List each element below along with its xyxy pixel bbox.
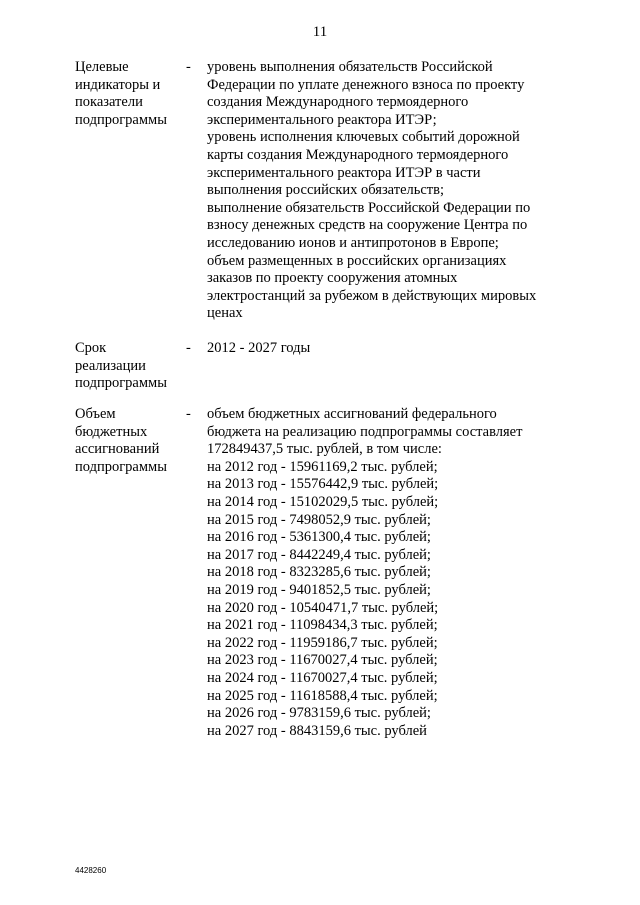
label-line: подпрограммы	[75, 111, 167, 128]
budget-year-line: на 2025 год - 11618588,4 тыс. рублей;	[207, 687, 438, 704]
budget-year-line: на 2020 год - 10540471,7 тыс. рублей;	[207, 599, 439, 616]
section-content	[207, 406, 567, 740]
content-line: исследованию ионов и антипротонов в Европе;	[207, 234, 499, 251]
content-line: объем бюджетных ассигнований федерального	[207, 406, 497, 422]
page-number: 11	[312, 24, 328, 40]
content-line: бюджета на реализацию подпрограммы составляет	[207, 423, 523, 440]
budget-year-line: на 2015 год - 7498052,9 тыс. рублей;	[207, 511, 431, 528]
budget-year-line: на 2021 год - 11098434,3 тыс. рублей;	[207, 617, 438, 634]
section-dash: -	[186, 340, 191, 356]
label-line: показатели	[75, 94, 143, 111]
budget-year-line: на 2027 год - 8843159,6 тыс. рублей	[207, 722, 427, 739]
budget-year-line: на 2019 год - 9401852,5 тыс. рублей;	[207, 581, 431, 598]
budget-year-line: на 2024 год - 11670027,4 тыс. рублей;	[207, 669, 438, 686]
content-line: объем размещенных в российских организациях	[207, 252, 507, 269]
label-line: подпрограммы	[75, 458, 167, 475]
label-line: ассигнований	[75, 441, 160, 458]
label-line: Объем	[75, 406, 116, 422]
label-line: Срок	[75, 340, 107, 356]
content-line: электростанций за рубежом в действующих мировых	[207, 287, 537, 304]
content-line: уровень исполнения ключевых событий дорожной	[207, 129, 520, 146]
label-line: подпрограммы	[75, 375, 167, 392]
section-label	[75, 59, 190, 129]
section-content	[207, 59, 567, 323]
content-line: выполнение обязательств Российской Федерации по	[207, 199, 531, 216]
content-line: ценах	[207, 305, 243, 322]
label-line: бюджетных	[75, 423, 148, 440]
content-line: 2012 - 2027 годы	[207, 340, 311, 356]
label-line: Целевые	[75, 59, 129, 75]
budget-year-line: на 2023 год - 11670027,4 тыс. рублей;	[207, 652, 438, 669]
content-line: уровень выполнения обязательств Российской	[207, 59, 493, 75]
content-line: экспериментального реактора ИТЭР в части	[207, 164, 481, 181]
content-line: 172849437,5 тыс. рублей, в том числе:	[207, 441, 442, 458]
budget-year-line: на 2016 год - 5361300,4 тыс. рублей;	[207, 529, 431, 546]
section-content	[207, 340, 567, 358]
budget-year-line: на 2022 год - 11959186,7 тыс. рублей;	[207, 634, 438, 651]
content-line: экспериментального реактора ИТЭР;	[207, 111, 437, 128]
content-line: заказов по проекту сооружения атомных	[207, 270, 458, 287]
budget-year-line: на 2017 год - 8442249,4 тыс. рублей;	[207, 546, 431, 563]
section-label	[75, 340, 190, 393]
label-line: реализации	[75, 357, 146, 374]
budget-year-line: на 2026 год - 9783159,6 тыс. рублей;	[207, 705, 431, 722]
budget-year-line: на 2012 год - 15961169,2 тыс. рублей;	[207, 458, 438, 475]
label-line: индикаторы и	[75, 76, 161, 93]
content-line: создания Международного термоядерного	[207, 94, 469, 111]
content-line: выполнения российских обязательств;	[207, 182, 445, 199]
document-id: 4428260	[75, 866, 107, 875]
content-line: Федерации по уплате денежного взноса по проекту	[207, 76, 525, 93]
budget-year-line: на 2013 год - 15576442,9 тыс. рублей;	[207, 476, 439, 493]
content-line: карты создания Международного термоядерного	[207, 146, 509, 163]
content-line: взносу денежных средств на сооружение Центра по	[207, 217, 528, 234]
budget-year-line: на 2014 год - 15102029,5 тыс. рублей;	[207, 493, 439, 510]
section-dash: -	[186, 406, 191, 422]
section-label	[75, 406, 190, 476]
budget-year-line: на 2018 год - 8323285,6 тыс. рублей;	[207, 564, 431, 581]
section-dash: -	[186, 59, 191, 75]
